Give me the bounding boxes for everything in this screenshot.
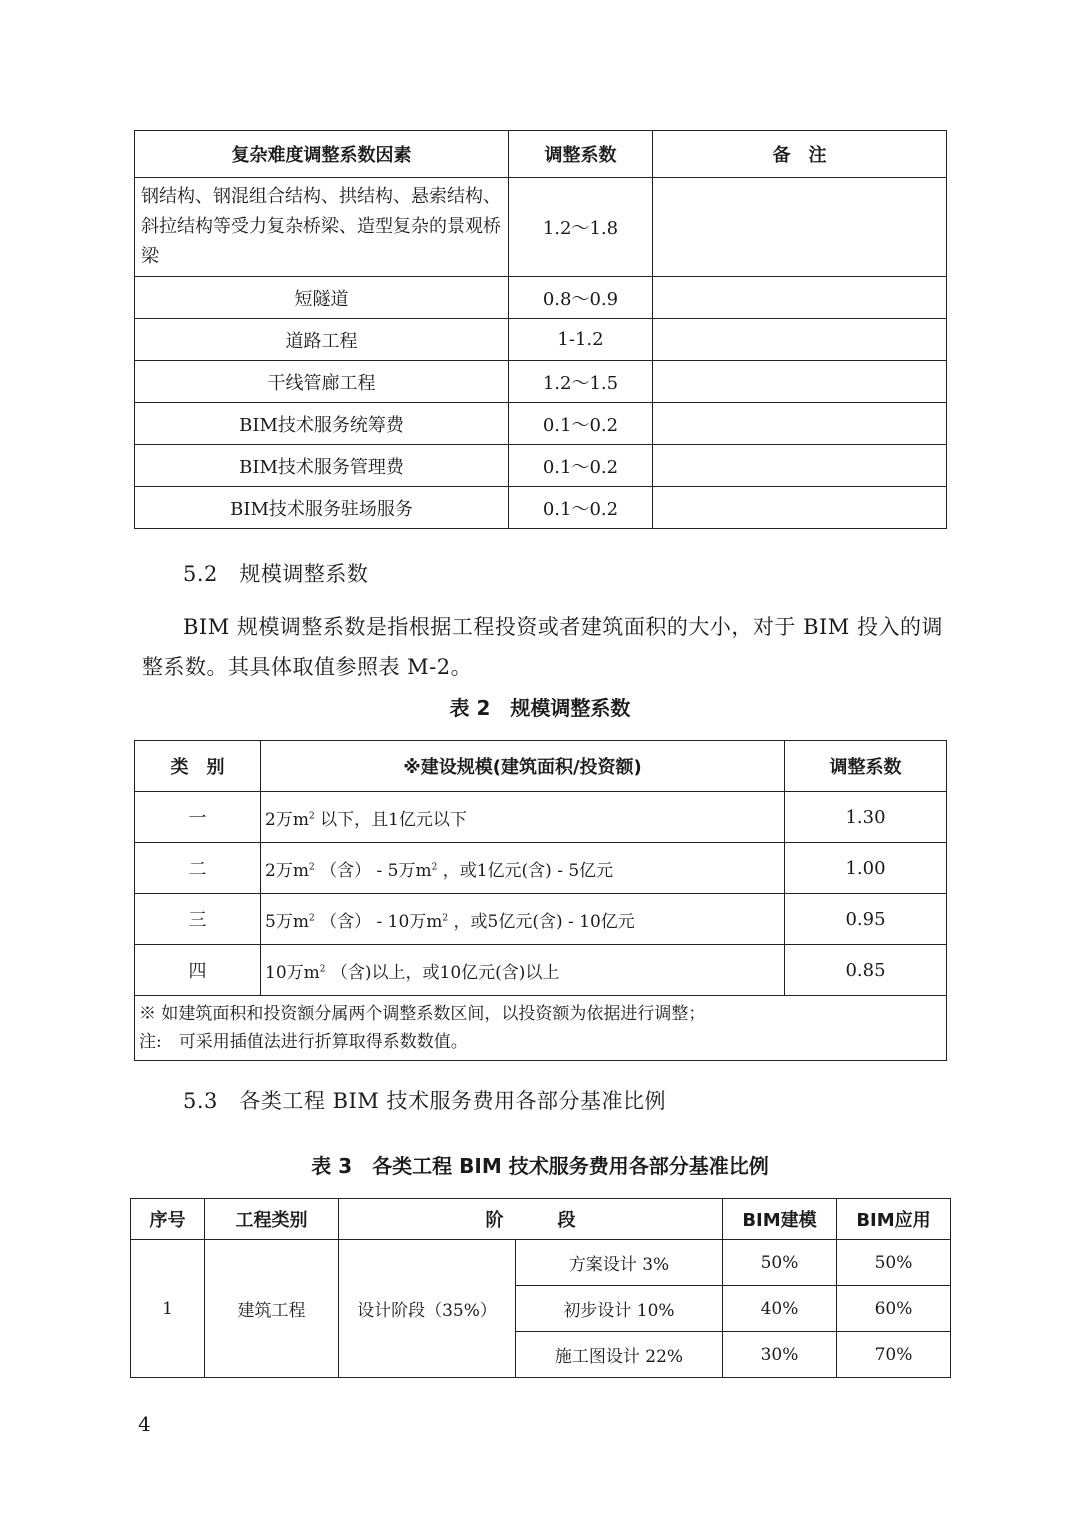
table-row <box>135 792 947 843</box>
stage-cell: 方案设计 3% <box>516 1240 723 1286</box>
phase-cell: 设计阶段（35%） <box>339 1240 516 1378</box>
table3-caption: 表 3 各类工程 BIM 技术服务费用各部分基准比例 <box>311 1154 769 1178</box>
note-cell <box>653 277 947 319</box>
modeling-cell: 50% <box>723 1240 837 1286</box>
category-cell: 二 <box>135 843 261 894</box>
stage-cell: 初步设计 10% <box>516 1286 723 1332</box>
scale-text: （含)以上，或10亿元(含)以上 <box>325 962 560 983</box>
header-category: 工程类别 <box>205 1199 339 1240</box>
coefficient-cell: 0.85 <box>785 945 947 996</box>
coefficient-cell: 1.2～1.5 <box>509 361 653 403</box>
row-number-cell: 1 <box>131 1240 205 1378</box>
table-header-row <box>135 131 947 178</box>
scale-cell <box>261 945 785 996</box>
header-category: 类 别 <box>135 741 261 792</box>
scale-cell <box>261 894 785 945</box>
note-line-2: 注: 可采用插值法进行折算取得系数数值。 <box>139 1032 468 1052</box>
table-row <box>135 361 947 403</box>
factor-cell: BIM技术服务管理费 <box>135 445 509 487</box>
scale-cell <box>261 843 785 894</box>
modeling-cell: 30% <box>723 1332 837 1378</box>
coefficient-cell: 0.8～0.9 <box>509 277 653 319</box>
modeling-cell: 40% <box>723 1286 837 1332</box>
header-no: 序号 <box>131 1199 205 1240</box>
factor-cell: BIM技术服务驻场服务 <box>135 487 509 529</box>
page-number: 4 <box>138 1412 151 1436</box>
coefficient-cell: 1-1.2 <box>509 319 653 361</box>
header-note: 备 注 <box>653 131 947 178</box>
coefficient-cell: 0.95 <box>785 894 947 945</box>
table-row <box>135 178 947 277</box>
category-cell: 三 <box>135 894 261 945</box>
table-row <box>135 403 947 445</box>
table-note <box>135 996 947 1061</box>
table-row <box>135 945 947 996</box>
coefficient-cell: 1.00 <box>785 843 947 894</box>
scale-text: （含） - 5万m <box>314 860 432 881</box>
scale-text: （含） - 10万m <box>314 911 443 932</box>
table-row <box>135 843 947 894</box>
superscript: 2 <box>431 861 438 872</box>
note-cell <box>653 487 947 529</box>
bim-cost-ratio-table <box>130 1198 951 1378</box>
scale-cell <box>261 792 785 843</box>
superscript: 2 <box>308 861 315 872</box>
category-cell: 一 <box>135 792 261 843</box>
factor-cell: 道路工程 <box>135 319 509 361</box>
table-note-row <box>135 996 947 1061</box>
table-row <box>135 319 947 361</box>
table-header-row <box>135 741 947 792</box>
table-row <box>135 487 947 529</box>
coefficient-cell: 1.2～1.8 <box>509 178 653 277</box>
scale-text: 5万m <box>265 911 309 932</box>
table-row <box>135 277 947 319</box>
table-row <box>131 1240 951 1286</box>
complexity-coefficient-table <box>134 130 947 529</box>
paragraph-line-2: 整系数。其具体取值参照表 M-2。 <box>142 655 473 679</box>
table2-caption: 表 2 规模调整系数 <box>449 696 631 720</box>
factor-cell: 干线管廊工程 <box>135 361 509 403</box>
scale-text: 以下，且1亿元以下 <box>314 809 467 830</box>
section-5-2-heading: 5.2 规模调整系数 <box>183 562 369 586</box>
note-line-1: ※ 如建筑面积和投资额分属两个调整系数区间，以投资额为依据进行调整； <box>139 1004 706 1024</box>
scale-text: 10万m <box>265 962 320 983</box>
application-cell: 70% <box>837 1332 951 1378</box>
category-cell: 四 <box>135 945 261 996</box>
table-row <box>135 445 947 487</box>
coefficient-cell: 0.1～0.2 <box>509 403 653 445</box>
superscript: 2 <box>319 963 326 974</box>
note-cell <box>653 403 947 445</box>
application-cell: 60% <box>837 1286 951 1332</box>
header-coefficient: 调整系数 <box>785 741 947 792</box>
table-row <box>135 894 947 945</box>
scale-text: 2万m <box>265 809 309 830</box>
note-cell <box>653 319 947 361</box>
note-cell <box>653 445 947 487</box>
header-bim-modeling: BIM建模 <box>723 1199 837 1240</box>
scale-coefficient-table <box>134 740 947 1061</box>
coefficient-cell: 1.30 <box>785 792 947 843</box>
scale-text: ，或5亿元(含) - 10亿元 <box>448 911 635 932</box>
header-scale: ※建设规模(建筑面积/投资额) <box>261 741 785 792</box>
factor-cell: 钢结构、钢混组合结构、拱结构、悬索结构、斜拉结构等受力复杂桥梁、造型复杂的景观桥梁 <box>135 178 509 277</box>
application-cell: 50% <box>837 1240 951 1286</box>
factor-cell: BIM技术服务统筹费 <box>135 403 509 445</box>
coefficient-cell: 0.1～0.2 <box>509 487 653 529</box>
header-factor: 复杂难度调整系数因素 <box>135 131 509 178</box>
section-5-3-heading: 5.3 各类工程 BIM 技术服务费用各部分基准比例 <box>183 1089 666 1113</box>
header-bim-application: BIM应用 <box>837 1199 951 1240</box>
category-cell: 建筑工程 <box>205 1240 339 1378</box>
superscript: 2 <box>308 912 315 923</box>
scale-text: ，或1亿元(含) - 5亿元 <box>437 860 614 881</box>
superscript: 2 <box>442 912 449 923</box>
table-header-row <box>131 1199 951 1240</box>
header-stage: 阶 段 <box>339 1199 723 1240</box>
note-cell <box>653 178 947 277</box>
paragraph-line-1: BIM 规模调整系数是指根据工程投资或者建筑面积的大小，对于 BIM 投入的调 <box>183 615 943 639</box>
superscript: 2 <box>308 810 315 821</box>
coefficient-cell: 0.1～0.2 <box>509 445 653 487</box>
note-cell <box>653 361 947 403</box>
stage-cell: 施工图设计 22% <box>516 1332 723 1378</box>
header-coefficient: 调整系数 <box>509 131 653 178</box>
scale-text: 2万m <box>265 860 309 881</box>
factor-cell: 短隧道 <box>135 277 509 319</box>
